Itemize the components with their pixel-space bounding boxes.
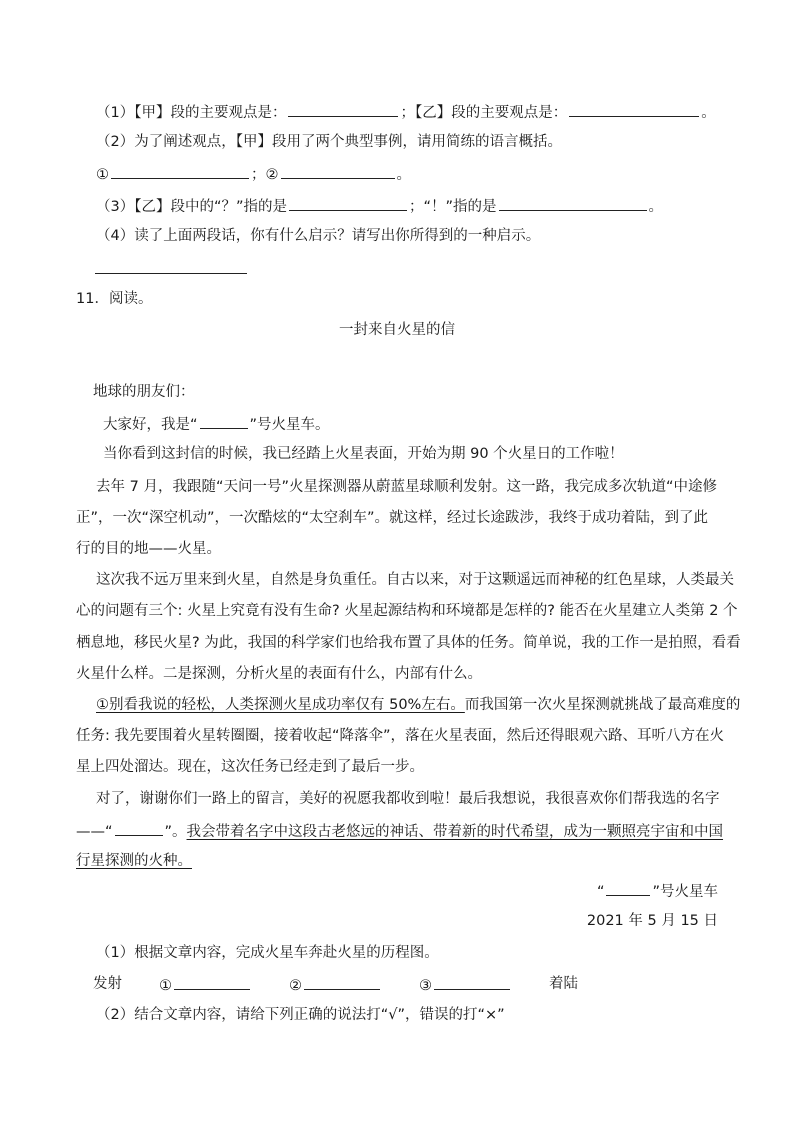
q10-sub1: （1）【甲】段的主要观点是： ；【乙】段的主要观点是： 。 [96, 101, 716, 123]
answer-blank[interactable] [288, 101, 398, 117]
flow-end: 着陆 [549, 976, 578, 992]
flow-step-1: ① [159, 974, 252, 996]
answer-blank[interactable] [95, 258, 247, 274]
q10-sub2: （2）为了阐述观点，【甲】段用了两个典型事例，请用简练的语言概括。 [96, 134, 562, 150]
paragraph-4-line: 火星什么样。二是探测，分析火星的表面有什么，内部有什么。 [76, 666, 482, 682]
answer-blank[interactable] [606, 880, 650, 896]
paragraph-6-line: ——“ ”。我会带着名字中这段古老悠远的神话、带着新的时代希望，成为一颗照亮宇宙和中国 [76, 820, 723, 842]
answer-blank[interactable] [115, 820, 163, 836]
answer-blank[interactable] [281, 163, 395, 179]
paragraph-3-line: 去年 7 月，我跟随“天问一号”火星探测器从蔚蓝星球顺利发射。这一路，我完成多次轨道“中途修 [96, 479, 717, 495]
paragraph-5-line: 任务: 我先要围着火星转圈圈，接着收起“降落伞”，落在火星表面，然后还得眼观六路、耳听八方在火 [76, 728, 725, 744]
answer-blank[interactable] [304, 974, 380, 990]
paragraph-3-line: 正”，一次“深空机动”，一次酷炫的“太空刹车”。就这样，经过长途跋涉，我终于成功着陆，到了此 [76, 510, 709, 526]
paragraph-2: 当你看到这封信的时候，我已经踏上火星表面，开始为期 90 个火星日的工作啦！ [103, 446, 624, 462]
paragraph-3-line: 行的目的地——火星。 [76, 541, 221, 557]
answer-blank[interactable] [289, 195, 407, 211]
paragraph-4-line: 栖息地，移民火星? 为此，我国的科学家们也给我布置了具体的任务。简单说，我的工作一是拍照，看看 [76, 635, 741, 651]
underlined-sentence-1: ①别看我说的轻松，人类探测火星成功率仅有 50%左右。 [96, 697, 465, 713]
q10-sub4-answer [93, 258, 249, 280]
q10-sub2-answers: ① ；② 。 [96, 163, 411, 185]
paragraph-4-line: 心的问题有三个: 火星上究竟有没有生命? 火星起源结构和环境都是怎样的? 能否在火星建立人类第 2 个 [76, 603, 738, 619]
question-number: 11．阅读。 [76, 291, 153, 307]
answer-blank[interactable] [111, 163, 249, 179]
flow-step-3: ③ [419, 974, 512, 996]
salutation: 地球的朋友们： [93, 384, 195, 400]
q10-sub3: （3）【乙】段中的“？”指的是 ；“！”指的是 。 [96, 195, 663, 217]
paragraph-5-line: ①别看我说的轻松，人类探测火星成功率仅有 50%左右。而我国第一次火星探测就挑战了最高难度的 [96, 697, 741, 713]
flow-step-2: ② [289, 974, 382, 996]
answer-blank[interactable] [499, 195, 647, 211]
paragraph-6-line: 对了，谢谢你们一路上的留言，美好的祝愿我都收到啦！最后我想说，我很喜欢你们帮我选的名字 [96, 791, 720, 807]
answer-blank[interactable] [174, 974, 250, 990]
q11-sub1: （1）根据文章内容，完成火星车奔赴火星的历程图。 [96, 945, 439, 961]
underlined-sentence-2-cont: 行星探测的火种。 [76, 853, 192, 869]
letter-date: 2021 年 5 月 15 日 [586, 913, 718, 929]
q11-sub2: （2）结合文章内容，请给下列正确的说法打“√”，错误的打“×” [96, 1007, 505, 1023]
underlined-sentence-2: 我会带着名字中这段古老悠远的神话、带着新的时代希望，成为一颗照亮宇宙和中国 [186, 824, 724, 840]
passage-title: 一封来自火星的信 [339, 322, 455, 338]
answer-blank[interactable] [569, 101, 699, 117]
paragraph-6-line [76, 851, 192, 871]
paragraph-4-line: 这次我不远万里来到火星，自然是身负重任。自古以来，对于这颗遥远而神秘的红色星球，人类最关 [96, 572, 734, 588]
paragraph-1: 大家好，我是“ ”号火星车。 [103, 413, 330, 435]
answer-blank[interactable] [434, 974, 510, 990]
q10-sub4: （4）读了上面两段话，你有什么启示？请写出你所得到的一种启示。 [96, 228, 541, 244]
paragraph-5-line: 星上四处溜达。现在，这次任务已经走到了最后一步。 [76, 759, 424, 775]
signature: “ ”号火星车 [597, 880, 718, 902]
flow-start: 发射 [93, 976, 122, 992]
answer-blank[interactable] [200, 413, 248, 429]
